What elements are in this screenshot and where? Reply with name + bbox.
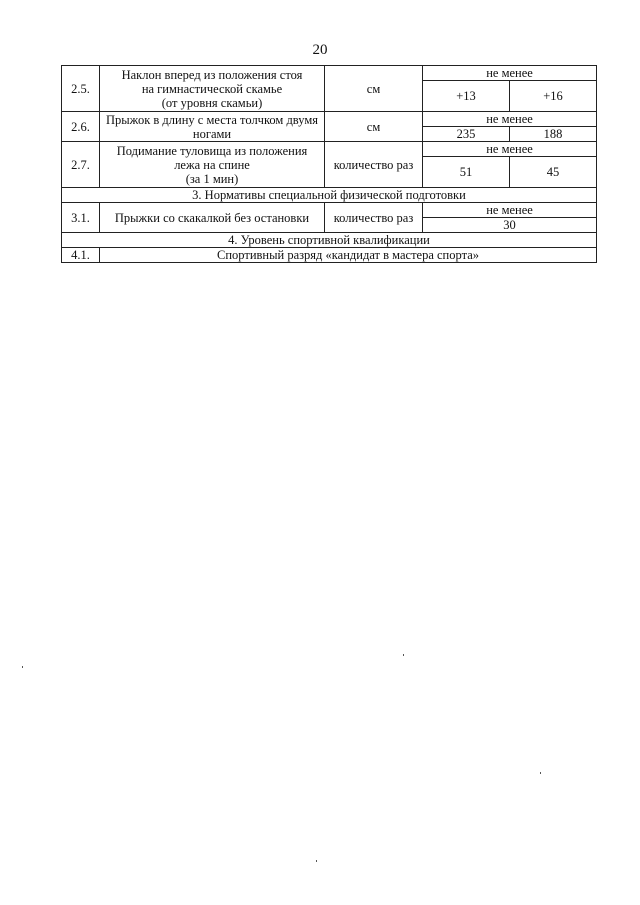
norm-value-girls: 45: [510, 157, 597, 188]
norm-value-girls: 188: [510, 127, 597, 142]
unit-cell: см: [325, 66, 423, 112]
exercise-name: Прыжки со скакалкой без остановки: [100, 203, 325, 233]
norm-value-boys: 51: [423, 157, 510, 188]
norm-value-boys: 235: [423, 127, 510, 142]
exercise-name-line: лежа на спине: [174, 157, 250, 172]
norm-header: не менее: [423, 142, 597, 157]
norm-value: 30: [423, 218, 597, 233]
exercise-name: [100, 66, 325, 112]
exercise-name-line: на гимнастической скамье: [141, 81, 283, 96]
page-number: 20: [312, 42, 328, 58]
unit-cell: см: [325, 112, 423, 142]
section-title: 4. Уровень спортивной квалификации: [62, 233, 597, 248]
scan-speck: [540, 772, 541, 774]
table-row: [62, 142, 597, 157]
row-number: 2.6.: [62, 112, 100, 142]
norm-header: не менее: [423, 112, 597, 127]
norm-header: не менее: [423, 203, 597, 218]
scan-speck: [403, 654, 404, 656]
norms-table: [61, 65, 597, 263]
table-row: [62, 112, 597, 127]
exercise-name: [100, 112, 325, 142]
exercise-name-line: Прыжок в длину с места толчком двумя: [105, 112, 319, 127]
row-number: 2.5.: [62, 66, 100, 112]
exercise-name-line: Подимание туловища из положения: [116, 143, 308, 158]
exercise-name-line: (за 1 мин): [185, 171, 239, 186]
exercise-name-line: ногами: [192, 126, 232, 141]
table-row: [62, 248, 597, 263]
row-number: 4.1.: [62, 248, 100, 263]
norm-header: не менее: [423, 66, 597, 81]
section-row: [62, 188, 597, 203]
exercise-name-line: (от уровня скамьи): [161, 95, 263, 110]
section-row: [62, 233, 597, 248]
unit-cell: количество раз: [325, 142, 423, 188]
row-number: 2.7.: [62, 142, 100, 188]
norm-value-girls: +16: [510, 81, 597, 112]
exercise-name: [100, 142, 325, 188]
norm-value-boys: +13: [423, 81, 510, 112]
unit-cell: количество раз: [325, 203, 423, 233]
qualification-text: Спортивный разряд «кандидат в мастера спорта»: [100, 248, 597, 263]
row-number: 3.1.: [62, 203, 100, 233]
section-title: 3. Нормативы специальной физической подготовки: [62, 188, 597, 203]
scan-speck: [316, 860, 317, 862]
scan-speck: [22, 666, 23, 668]
exercise-name-line: Наклон вперед из положения стоя: [121, 67, 303, 82]
table-row: [62, 66, 597, 81]
table-row: [62, 203, 597, 218]
